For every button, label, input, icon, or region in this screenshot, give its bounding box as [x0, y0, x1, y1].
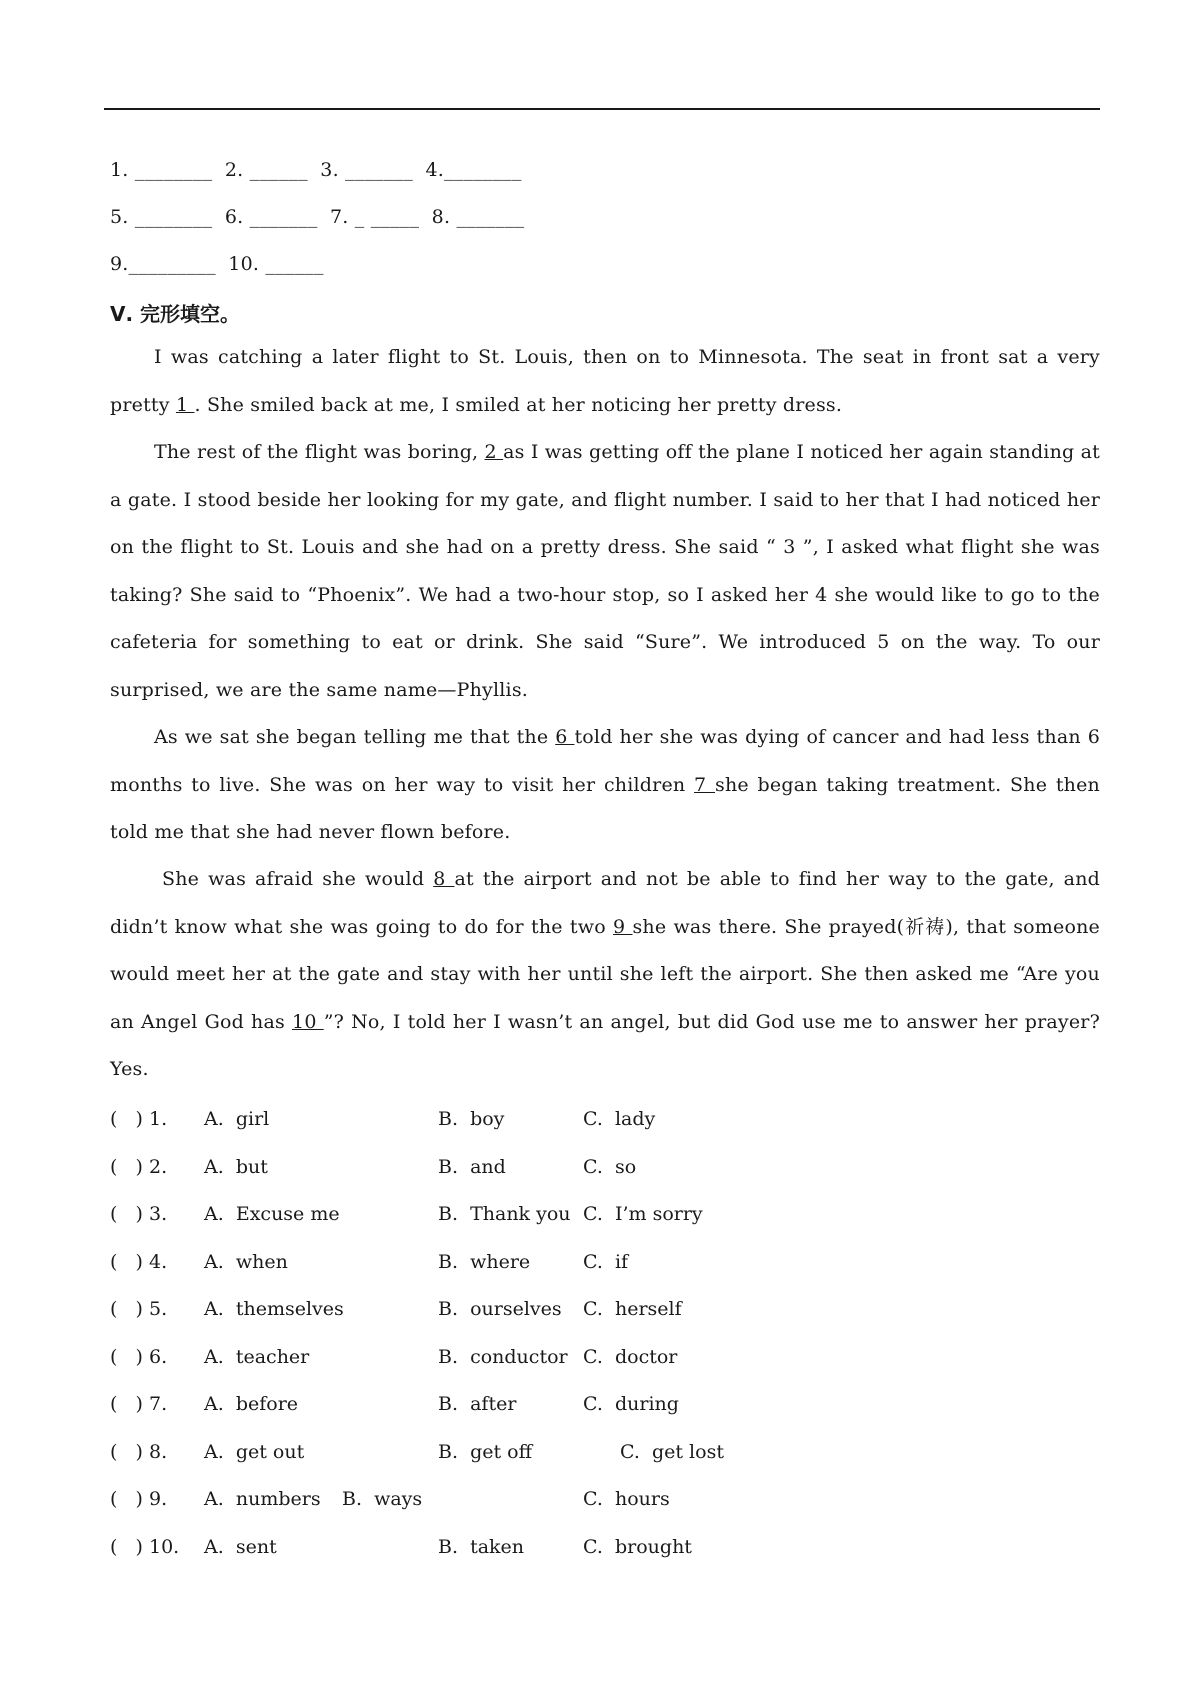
- blank-10: 10: [292, 1010, 324, 1033]
- option-c: C. hours: [583, 1488, 670, 1510]
- header-rule: [104, 108, 1100, 110]
- option-number: ( ) 9.: [110, 1488, 168, 1510]
- option-a: A. when: [204, 1250, 288, 1273]
- option-a: A. get out: [204, 1440, 305, 1463]
- blank-7: 7: [694, 773, 716, 796]
- option-number: ( ) 8.: [110, 1440, 168, 1463]
- section-title: Ⅴ. 完形填空。: [110, 302, 241, 326]
- option-c: C. if: [583, 1250, 629, 1273]
- blank-6: 6: [555, 726, 575, 748]
- option-number: ( ) 6.: [110, 1345, 168, 1368]
- option-number: ( ) 10.: [110, 1535, 180, 1558]
- option-a: A. numbers: [204, 1488, 321, 1510]
- option-a: A. before: [204, 1393, 299, 1415]
- blank-8: 8: [433, 868, 455, 890]
- blank-2: 2: [484, 441, 504, 463]
- option-b: B. after: [438, 1393, 517, 1415]
- option-number: ( ) 2.: [110, 1155, 168, 1178]
- option-c: C. herself: [583, 1298, 682, 1320]
- passage-paragraph-3: As we sat she began telling me that the 6 told her she was dying of cancer and had less than 6 months to live. She was on her way to visit her children 7 she began taking treatment. She then told me that she had never flown before.: [110, 726, 1101, 843]
- option-b: B. and: [438, 1155, 506, 1178]
- option-a: A. sent: [204, 1535, 277, 1558]
- option-b: B. conductor: [438, 1345, 568, 1368]
- blank-9: 9: [613, 915, 633, 938]
- option-c: C. lady: [583, 1108, 656, 1130]
- option-number: ( ) 1.: [110, 1108, 168, 1130]
- option-c: C. get lost: [620, 1440, 724, 1463]
- option-a: A. teacher: [204, 1345, 310, 1368]
- option-c: C. during: [583, 1393, 679, 1415]
- passage-paragraph-2: The rest of the flight was boring, 2 as I was getting off the plane I noticed her again standing at a gate. I stood beside her looking for my gate, and flight number. I said to her that I had noticed her on the flight to St. Louis and she had on a pretty dress. She said “ 3 ”, I asked what flight she was taking? She said to “Phoenix”. We had a two-hour stop, so I asked her 4 she would like to go to the cafeteria for something to eat or drink. She said “Sure”. We introduced 5 on the way. To our surprised, we are the same name—Phyllis.: [110, 441, 1100, 701]
- option-b: B. Thank you: [438, 1203, 571, 1225]
- option-b: B. boy: [438, 1108, 505, 1130]
- option-number: ( ) 5.: [110, 1298, 168, 1320]
- option-b: B. taken: [438, 1535, 525, 1558]
- option-c: C. doctor: [583, 1345, 678, 1368]
- option-number: ( ) 7.: [110, 1393, 168, 1415]
- option-number: ( ) 4.: [110, 1250, 168, 1273]
- option-b: B. ways: [342, 1488, 423, 1510]
- passage-paragraph-1: I was catching a later flight to St. Louis, then on to Minnesota. The seat in front sat a very pretty 1 . She smiled back at me, I smiled at her noticing her pretty dress.: [110, 346, 1100, 416]
- option-a: A. girl: [204, 1108, 270, 1130]
- option-b: B. get off: [438, 1440, 533, 1463]
- option-c: C. so: [583, 1155, 637, 1178]
- answer-line-2: 5. ________ 6. _______ 7. _ _____ 8. _______: [110, 206, 525, 228]
- option-a: A. Excuse me: [204, 1203, 340, 1225]
- answer-line-3: 9._________ 10. ______: [110, 253, 324, 275]
- option-a: A. but: [204, 1155, 268, 1178]
- option-c: C. brought: [583, 1535, 692, 1558]
- option-a: A. themselves: [204, 1298, 344, 1320]
- option-c: C. I’m sorry: [583, 1203, 703, 1225]
- passage-paragraph-4: She was afraid she would 8 at the airport and not be able to find her way to the gate, and didn’t know what she was going to do for the two 9 she was there. She prayed(祈祷), that someone would meet her at the gate and stay with her until she left the airport. She then asked me “Are you an Angel God has 10 ”? No, I told her I wasn’t an angel, but did God use me to answer her prayer? Yes.: [110, 868, 1100, 1080]
- option-number: ( ) 3.: [110, 1203, 168, 1225]
- option-b: B. where: [438, 1250, 531, 1273]
- option-b: B. ourselves: [438, 1298, 562, 1320]
- blank-1: 1: [175, 393, 195, 416]
- answer-line-1: 1. ________ 2. ______ 3. _______ 4.________: [110, 159, 522, 181]
